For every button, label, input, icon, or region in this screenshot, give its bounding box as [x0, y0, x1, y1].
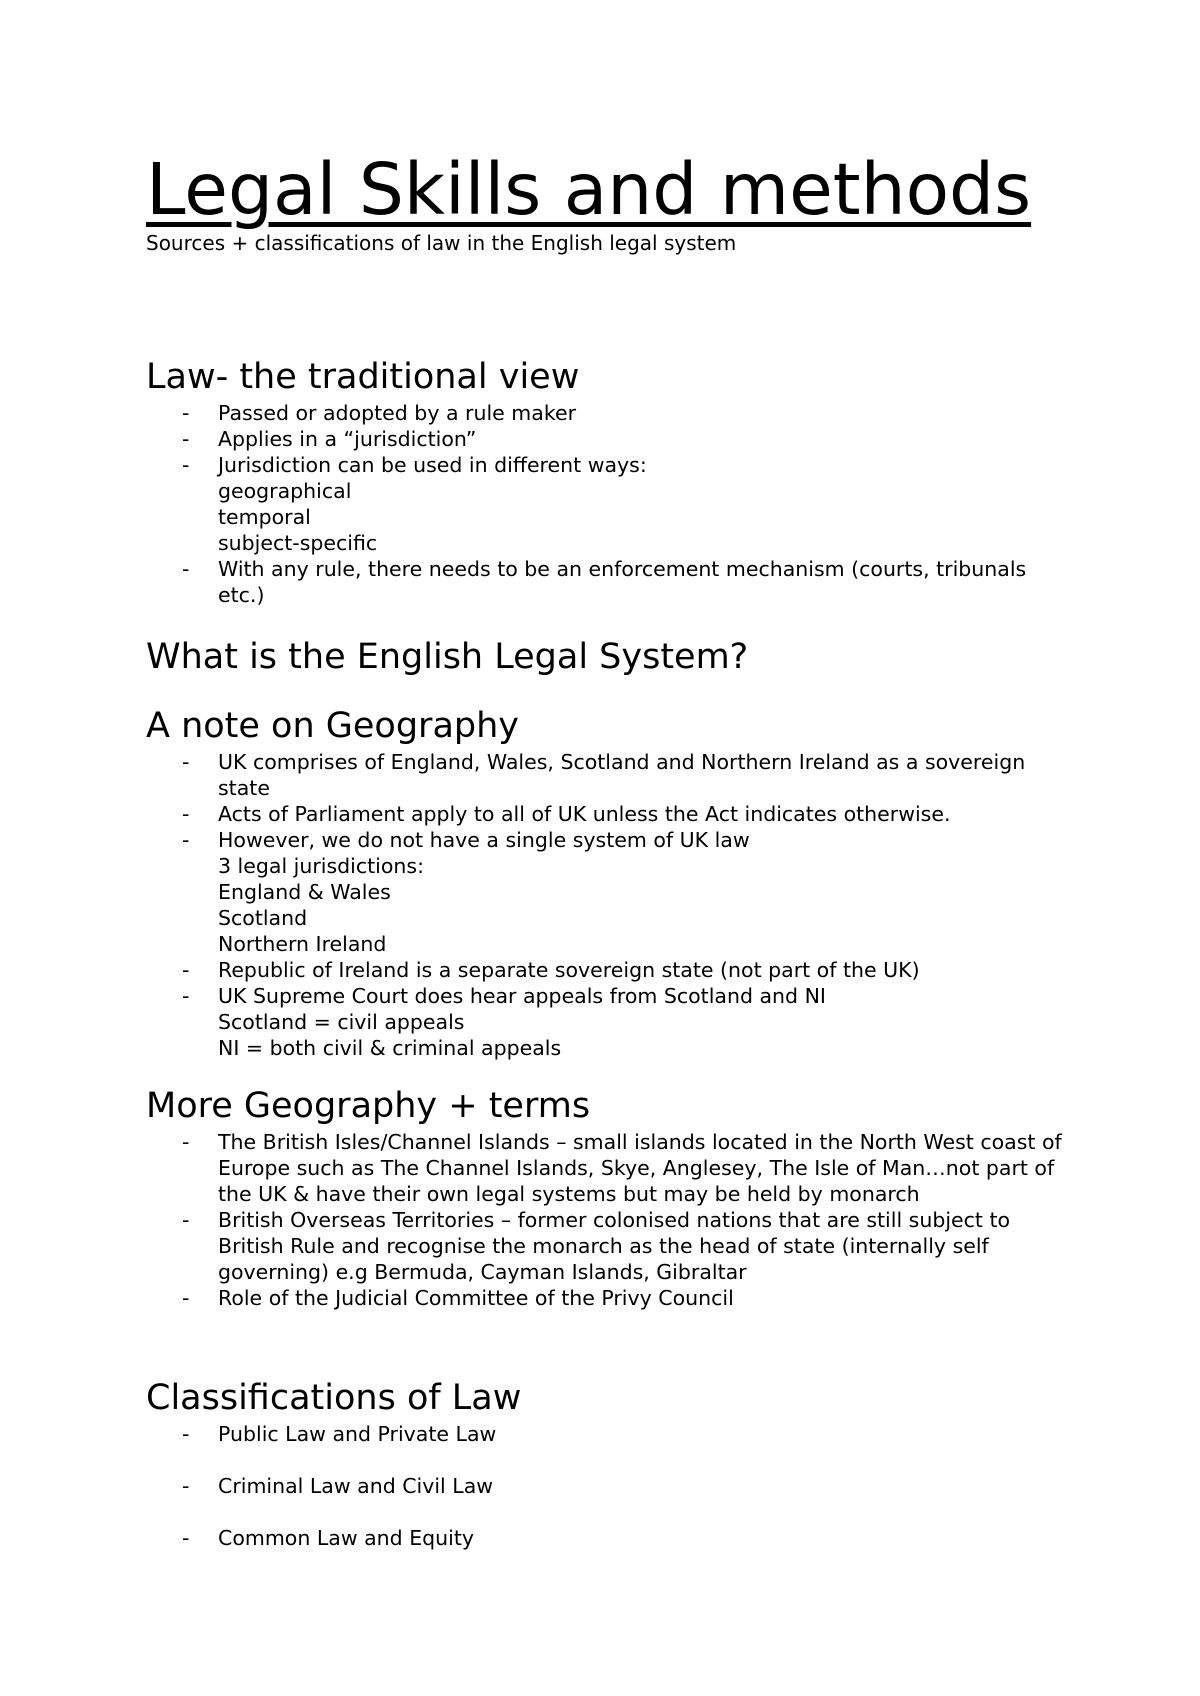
sub-item: temporal	[218, 505, 311, 529]
sub-item: 3 legal jurisdictions:	[218, 854, 424, 878]
list-item-text: UK comprises of England, Wales, Scotland and Northern Ireland as a sovereign state	[218, 750, 1026, 800]
list-item-text: Common Law and Equity	[218, 1526, 475, 1550]
bullet-dash: -	[182, 1286, 190, 1310]
section-note-on-geography	[146, 703, 1076, 1061]
list-item-text: Applies in a “jurisdiction”	[218, 427, 477, 451]
section-heading: Law- the traditional view	[146, 357, 580, 397]
bullet-dash: -	[182, 557, 190, 581]
list-item-text: Jurisdiction can be used in different ways:	[218, 453, 647, 477]
list-item	[146, 1207, 1076, 1285]
list-item-text: The British Isles/Channel Islands – small islands located in the North West coast of Europe such as The Channel Islands, Skye, Anglesey, The Isle of Man…not part of the UK & have their own legal systems but may be held by monarch	[218, 1130, 1062, 1206]
document-subtitle: Sources + classifications of law in the English legal system	[146, 231, 737, 255]
sub-item: England & Wales	[218, 880, 391, 904]
list-item	[146, 957, 1076, 983]
section-classifications-of-law	[146, 1375, 1076, 1577]
list-item	[146, 1421, 1076, 1447]
bullet-list	[146, 400, 1076, 608]
bullet-dash: -	[182, 958, 190, 982]
section-english-legal-system	[146, 634, 1076, 680]
list-item-text: However, we do not have a single system of UK law	[218, 828, 750, 852]
list-item	[146, 556, 1076, 608]
list-item	[146, 426, 1076, 452]
sub-item: Northern Ireland	[218, 932, 387, 956]
bullet-dash: -	[182, 427, 190, 451]
list-item	[146, 1129, 1076, 1207]
bullet-dash: -	[182, 1130, 190, 1154]
bullet-dash: -	[182, 1526, 190, 1550]
bullet-list	[146, 749, 1076, 1061]
section-heading: Classifications of Law	[146, 1378, 522, 1418]
list-item	[146, 1473, 1076, 1499]
list-item-text: Acts of Parliament apply to all of UK unless the Act indicates otherwise.	[218, 802, 951, 826]
list-item	[146, 1525, 1076, 1551]
bullet-dash: -	[182, 453, 190, 477]
list-item-text: UK Supreme Court does hear appeals from Scotland and NI	[218, 984, 826, 1008]
bullet-list	[146, 1421, 1076, 1551]
section-more-geography	[146, 1083, 1076, 1311]
section-traditional-view	[146, 354, 1076, 608]
list-item-text: Public Law and Private Law	[218, 1422, 497, 1446]
list-item	[146, 1285, 1076, 1311]
bullet-dash: -	[182, 828, 190, 852]
list-item	[146, 801, 1076, 827]
bullet-dash: -	[182, 1208, 190, 1232]
bullet-list	[146, 1129, 1076, 1311]
section-heading: What is the English Legal System?	[146, 637, 749, 677]
bullet-dash: -	[182, 1474, 190, 1498]
section-heading: A note on Geography	[146, 706, 520, 746]
sub-item: Scotland = civil appeals	[218, 1010, 465, 1034]
list-item	[146, 827, 1076, 957]
sub-item: Scotland	[218, 906, 308, 930]
bullet-dash: -	[182, 984, 190, 1008]
list-item-text: Criminal Law and Civil Law	[218, 1474, 494, 1498]
list-item-text: British Overseas Territories – former colonised nations that are still subject to British Rule and recognise the monarch as the head of state (internally self governing) e.g Bermuda, Cayman Islands, Gibraltar	[218, 1208, 1011, 1284]
bullet-dash: -	[182, 1422, 190, 1446]
section-heading: More Geography + terms	[146, 1086, 591, 1126]
document-title: Legal Skills and methods	[146, 148, 1032, 231]
list-item-text: With any rule, there needs to be an enforcement mechanism (courts, tribunals etc.)	[218, 557, 1027, 607]
sub-item: subject-specific	[218, 531, 378, 555]
sub-item: NI = both civil & criminal appeals	[218, 1036, 562, 1060]
list-item-text: Passed or adopted by a rule maker	[218, 401, 576, 425]
list-item	[146, 983, 1076, 1061]
sub-item: geographical	[218, 479, 352, 503]
list-item-text: Role of the Judicial Committee of the Privy Council	[218, 1286, 734, 1310]
list-item	[146, 400, 1076, 426]
list-item	[146, 452, 1076, 556]
bullet-dash: -	[182, 401, 190, 425]
bullet-dash: -	[182, 802, 190, 826]
list-item	[146, 749, 1076, 801]
bullet-dash: -	[182, 750, 190, 774]
list-item-text: Republic of Ireland is a separate sovereign state (not part of the UK)	[218, 958, 920, 982]
